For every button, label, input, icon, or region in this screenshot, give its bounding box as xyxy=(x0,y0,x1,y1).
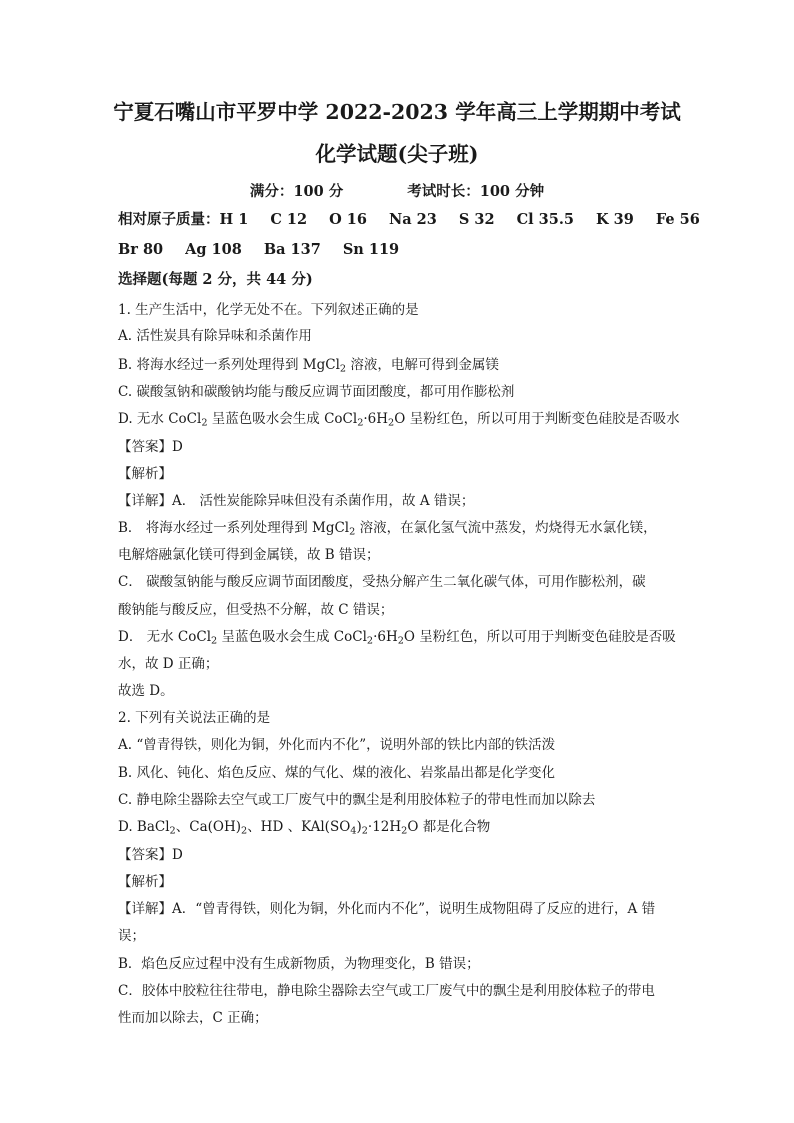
full-score: 满分：100 分 xyxy=(249,183,344,200)
q1-stem: 1. 生产生活中，化学无处不在。下列叙述正确的是 xyxy=(118,302,419,318)
atomic-mass-row2 xyxy=(118,241,678,259)
q1-xd-sub2: 2 xyxy=(366,635,374,647)
q2-answer: 【答案】D xyxy=(118,847,183,863)
q1-d-sub1: 2 xyxy=(201,417,208,429)
q2-d-text2: 、Ca(OH) xyxy=(175,819,241,835)
q2-explain-c-cont: 性而加以除去，C 正确； xyxy=(118,1010,268,1026)
q2-option-d xyxy=(118,818,678,836)
atom-h: H 1 xyxy=(219,211,249,228)
q2-d-text4: ) xyxy=(356,819,362,835)
q1-xd-sub1: 2 xyxy=(211,635,218,647)
q1-xd-text3: ·6H xyxy=(373,629,398,645)
q1-option-c: C. 碳酸氢钠和碳酸钠均能与酸反应调节面团酸度，都可用作膨松剂 xyxy=(118,384,515,400)
q1-explain-c-cont: 酸钠能与酸反应，但受热不分解，故 C 错误； xyxy=(118,602,394,618)
q2-option-b: B. 风化、钝化、焰色反应、煤的气化、煤的液化、岩浆晶出都是化学变化 xyxy=(118,765,556,781)
exam-duration: 考试时长：100 分钟 xyxy=(407,183,545,200)
q1-b-sub: 2 xyxy=(339,363,347,375)
atom-c: C 12 xyxy=(270,211,308,228)
exam-title-line1: 宁夏石嘴山市平罗中学 2022-2023 学年高三上学期期中考试 xyxy=(113,100,681,124)
exam-info-line xyxy=(0,180,794,201)
atom-na: Na 23 xyxy=(388,211,437,228)
q2-explain-c: C．胶体中胶粒往往带电，静电除尘器除去空气或工厂废气中的飘尘是利用胶体粒子的带电 xyxy=(118,983,655,999)
section-title: 选择题(每题 2 分，共 44 分) xyxy=(118,271,313,288)
q2-explain-a: 【详解】A．“曾青得铁，则化为铜，外化而内不化”，说明生成物阻碍了反应的进行，A 错 xyxy=(118,901,656,917)
q2-d-sub1: 2 xyxy=(169,825,176,837)
q2-d-text3: 、HD 、KAl(SO xyxy=(247,819,351,835)
q1-xd-sub3: 2 xyxy=(397,635,404,647)
atom-ba: Ba 137 xyxy=(263,241,321,258)
atom-sn: Sn 119 xyxy=(342,241,400,258)
atom-ag: Ag 108 xyxy=(185,241,242,258)
q1-d-text2: 呈蓝色吸水会生成 CoCl xyxy=(207,411,358,427)
q2-d-sub2: 2 xyxy=(241,825,248,837)
q1-d-text1: D. 无水 CoCl xyxy=(118,411,202,427)
q1-analysis-label: 【解析】 xyxy=(118,466,172,482)
q1-d-sub3: 2 xyxy=(388,417,395,429)
q1-option-b xyxy=(118,356,678,374)
q2-analysis-label: 【解析】 xyxy=(118,874,172,890)
q1-option-a: A. 活性炭具有除异味和杀菌作用 xyxy=(118,328,312,344)
q2-option-a: A. “曾青得铁，则化为铜，外化而内不化”，说明外部的铁比内部的铁活泼 xyxy=(118,737,556,753)
q1-d-text4: O 呈粉红色，所以可用于判断变色硅胶是否吸水 xyxy=(394,411,680,427)
exam-title-line2: 化学试题(尖子班) xyxy=(315,142,479,166)
q2-d-text5: ·12H xyxy=(367,819,402,835)
q1-xb-text1: B． 将海水经过一系列处理得到 MgCl xyxy=(118,520,350,536)
atom-fe: Fe 56 xyxy=(655,211,700,228)
q1-xb-text2: 溶液，在氯化氢气流中蒸发，灼烧得无水氯化镁， xyxy=(355,520,657,536)
q1-conclusion: 故选 D。 xyxy=(118,683,174,699)
q2-d-text6: O 都是化合物 xyxy=(407,819,491,835)
q1-b-text1: B. 将海水经过一系列处理得到 MgCl xyxy=(118,357,340,373)
q1-xd-text2: 呈蓝色吸水会生成 CoCl xyxy=(217,629,367,645)
q1-explain-d-cont: 水，故 D 正确； xyxy=(118,656,219,672)
q2-explain-a-cont: 误； xyxy=(118,928,145,944)
q1-xd-text4: O 呈粉红色，所以可用于判断变色硅胶是否吸 xyxy=(403,629,676,645)
q1-d-sub2: 2 xyxy=(357,417,364,429)
q2-d-text1: D. BaCl xyxy=(118,819,170,835)
q2-explain-b: B．焰色反应过程中没有生成新物质，为物理变化，B 错误； xyxy=(118,956,480,972)
q2-d-sub5: 2 xyxy=(401,825,408,837)
atom-k: K 39 xyxy=(596,211,634,228)
atomic-mass-row1 xyxy=(118,211,700,229)
q2-option-c: C. 静电除尘器除去空气或工厂废气中的飘尘是利用胶体粒子的带电性而加以除去 xyxy=(118,792,596,808)
q1-d-text3: ·6H xyxy=(363,411,389,427)
q2-stem: 2. 下列有关说法正确的是 xyxy=(118,710,271,726)
q1-explain-d xyxy=(118,628,678,646)
q1-xb-sub: 2 xyxy=(349,526,356,538)
q1-answer: 【答案】D xyxy=(118,439,183,455)
q2-d-sub3: 4 xyxy=(350,825,357,837)
atomic-mass-label: 相对原子质量： xyxy=(118,211,220,228)
atom-br: Br 80 xyxy=(118,241,164,258)
q1-b-text2: 溶液，电解可得到金属镁 xyxy=(346,357,499,373)
q1-explain-b-cont: 电解熔融氯化镁可得到金属镁，故 B 错误； xyxy=(118,547,380,563)
q1-xd-text1: D． 无水 CoCl xyxy=(118,629,212,645)
q2-d-sub4: 2 xyxy=(361,825,368,837)
q1-option-d xyxy=(118,410,678,428)
q1-explain-a: 【详解】A． 活性炭能除异味但没有杀菌作用，故 A 错误； xyxy=(118,493,475,509)
q1-explain-c: C． 碳酸氢钠能与酸反应调节面团酸度，受热分解产生二氧化碳气体，可用作膨松剂，碳 xyxy=(118,574,646,590)
atom-s: S 32 xyxy=(458,211,495,228)
atom-cl: Cl 35.5 xyxy=(516,211,574,228)
q1-explain-b xyxy=(118,519,678,537)
atom-o: O 16 xyxy=(329,211,367,228)
